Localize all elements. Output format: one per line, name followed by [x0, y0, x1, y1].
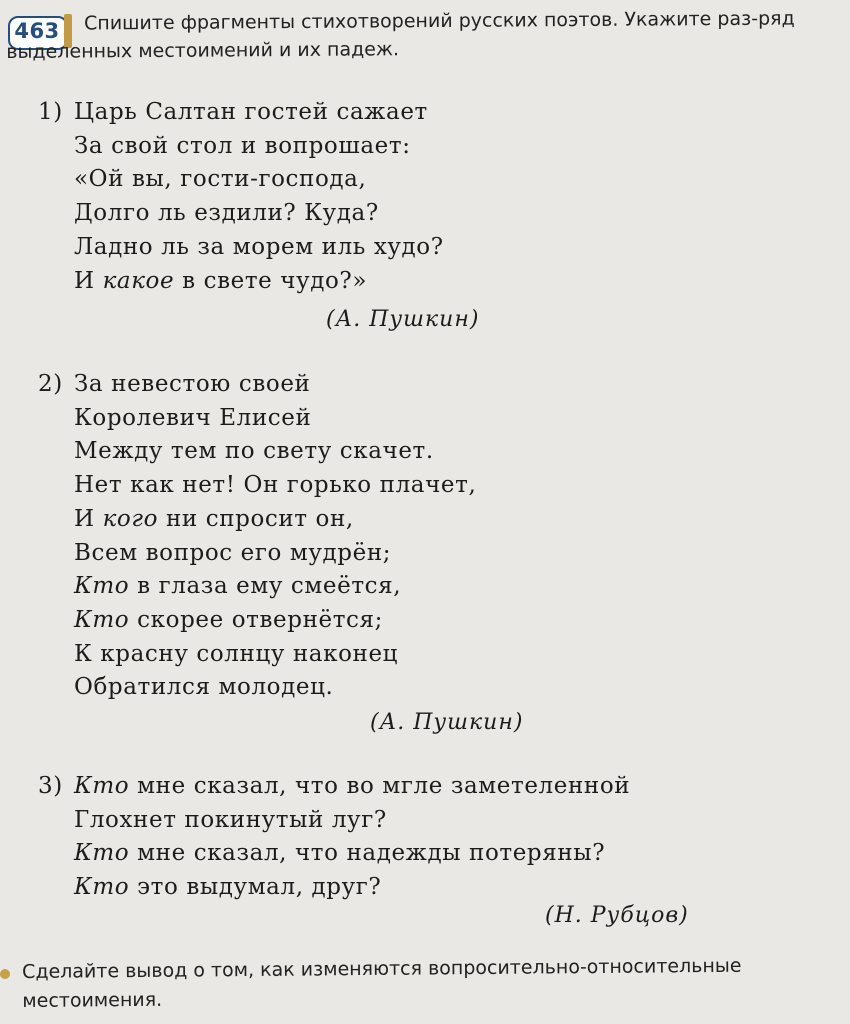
poem-line	[38, 265, 818, 299]
poem-line	[38, 871, 818, 905]
highlighted-pronoun: какое	[102, 267, 175, 294]
poem-line	[38, 96, 818, 130]
line-text: За невестою своей	[74, 371, 311, 397]
poem-line	[38, 163, 818, 197]
line-text: Между тем по свету скачет.	[74, 438, 434, 465]
poem-3-author: (Н. Рубцов)	[545, 903, 689, 928]
line-text: мне сказал, что надежды потеряны?	[129, 840, 606, 867]
poem-1	[38, 96, 818, 298]
conclusion-text: Сделайте вывод о том, как изменяются вопросительно-относительные местоимения.	[22, 954, 742, 1012]
poem-line	[38, 368, 818, 402]
line-text: К красну солнцу наконец	[74, 640, 399, 667]
poem-2	[38, 368, 818, 705]
poem-line	[38, 638, 818, 672]
poem-number: 2)	[38, 371, 63, 397]
poem-line	[38, 130, 818, 164]
poem-number: 1)	[38, 99, 63, 125]
line-text: это выдумал, друг?	[129, 874, 382, 901]
poem-1-author: (А. Пушкин)	[326, 307, 480, 332]
line-text: Глохнет покинутый луг?	[74, 806, 387, 833]
line-text: Ладно ль за морем иль худо?	[74, 233, 444, 260]
highlighted-pronoun: Кто	[74, 573, 130, 600]
poem-line	[38, 503, 818, 537]
line-text: Нет как нет! Он горько плачет,	[74, 472, 477, 499]
line-text: в свете чудо?»	[174, 267, 368, 294]
poem-line	[38, 671, 818, 705]
poem-line	[38, 537, 818, 571]
poem-line	[38, 804, 818, 838]
poem-line	[38, 402, 818, 436]
highlighted-pronoun: Кто	[74, 840, 130, 867]
line-text: Царь Салтан гостей сажает	[74, 99, 428, 125]
poem-line	[38, 469, 818, 503]
poem-2-author: (А. Пушкин)	[370, 710, 524, 735]
line-text: в глаза ему смеётся,	[129, 573, 402, 600]
line-text: «Ой вы, гости-господа,	[74, 166, 367, 193]
poem-line	[38, 231, 818, 265]
poem-line	[38, 770, 818, 804]
bullet-icon	[0, 969, 10, 979]
poem-line	[38, 435, 818, 469]
highlighted-pronoun: Кто	[74, 773, 130, 799]
line-text: Долго ль ездили? Куда?	[74, 200, 379, 227]
line-text: мне сказал, что во мгле заметеленной	[129, 773, 631, 799]
line-text: Всем вопрос его мудрён;	[74, 539, 392, 566]
poem-line	[38, 604, 818, 638]
poem-line	[38, 837, 818, 871]
line-text: Королевич Елисей	[74, 404, 312, 431]
line-text: Обратился молодец.	[74, 674, 334, 701]
highlighted-pronoun: Кто	[74, 874, 130, 901]
line-text: За свой стол и вопрошает:	[74, 132, 411, 159]
task-instruction: Спишите фрагменты стихотворений русских поэтов. Укажите раз-ряд выделенных местоимений и их падеж.	[6, 7, 795, 63]
line-text: И	[74, 505, 103, 532]
poem-line	[38, 197, 818, 231]
line-text: скорее отвернётся;	[129, 606, 383, 633]
poem-3	[38, 770, 818, 905]
highlighted-pronoun: Кто	[74, 606, 130, 633]
line-text: И	[74, 267, 103, 294]
highlighted-pronoun: кого	[102, 505, 159, 532]
poem-number: 3)	[38, 773, 63, 799]
poem-line	[38, 570, 818, 604]
line-text: ни спросит он,	[158, 505, 354, 532]
task-number: 463	[14, 19, 60, 43]
